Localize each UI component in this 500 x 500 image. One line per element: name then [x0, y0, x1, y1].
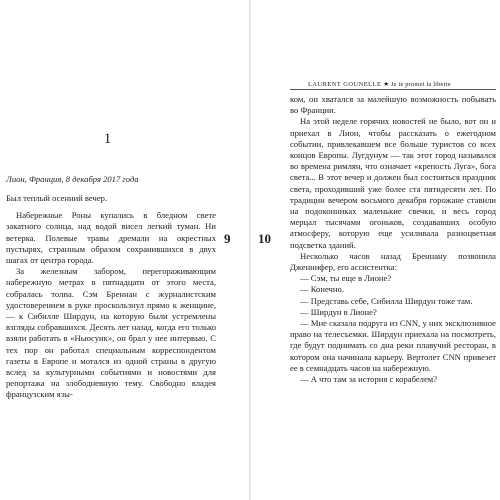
dialogue-line: — Ширдун в Лионе?: [300, 306, 377, 317]
page-number-left: 9: [224, 231, 231, 246]
dialogue-line: — Конечно.: [300, 284, 344, 295]
page-number-right: 10: [258, 231, 271, 246]
dialogue-line: — А что там за история с корабелем?: [300, 374, 438, 385]
right-page-body: [290, 94, 496, 385]
paragraph: За железным забором, перегораживающим набережную метрах в пятнадцати от этого места, собралась толпа. Сэм Бреннан с журналистским удостоверением в руке проскользнул прямо к женщине, — к Сибилле Ширдун, на которую были устремлены взгляды собравшихся. Десять лет назад, когда его только взяли работать в «Ньюсуик», он брал у нее интервью. С тех пор он работал специальным корреспондентом газеты в Европе и мотался из одной страны в другую вслед за культурными событиями и новостями для репортажа на злободневную тему. Свободно владея французским язы-: [6, 266, 216, 400]
dialogue-line: — Мне сказала подруга из CNN, у них эксклюзивное право на телесъемки. Ширдун приехала на посмотреть, где будут поднимать со дна реки плавучий ресторан, в котором она начинала карьеру. Вертолет CNN привезет ее в семнадцать часов на набережную.: [290, 318, 496, 373]
chapter-number: 1: [103, 131, 112, 147]
left-page: [0, 0, 249, 500]
paragraph: Был теплый осенний вечер.: [6, 193, 108, 203]
dialogue-line: — Представь себе, Сибилла Ширдун тоже там.: [300, 295, 473, 306]
paragraph: Несколько часов назад Бреннану позвонила Дженнифер, его ассистентка:: [290, 250, 496, 273]
star-icon: ★: [383, 81, 390, 88]
paragraph: На этой неделе горячих новостей не было, вот он и приехал в Лион, чтобы рассказать о ежегодном событии, привлекавшем все больше туристов со всех концов Европы. Лугдунум — так этот город назывался во времена римлян, что означает «крепость Луга», бога света... В этот вечер и должен был состояться праздник света, проходивший уже более ста пятидесяти лет. По традиции вечером восьмого декабря горожане ставили на подоконниках маленькие свечки, и весь город мерцал тысячами огоньков, создававших особую атмосферу, которую еще усиливала разноцветная подсветка зданий.: [290, 116, 496, 250]
place-date-line: Лион, Франция, 8 декабря 2017 года: [6, 174, 139, 184]
running-head-title: Je te promet la liberte: [390, 81, 451, 88]
running-head-author: LAURENT GOUNELLE: [308, 81, 382, 88]
paragraph: Набережные Роны купались в бледном свете закатного солнца, над водой висел легкий туман. Ни ветерка. Полевые травы дремали на окрестных пустырях, странным образом сохранившихся в двух шагах от центра города.: [6, 210, 216, 266]
dialogue-line: — Сэм, ты еще в Лионе?: [300, 273, 392, 284]
paragraph: ком, он хватался за малейшую возможность побывать во Франции.: [290, 94, 496, 116]
left-page-body: [6, 193, 216, 401]
running-head-rule: [290, 89, 496, 90]
running-head: [308, 80, 451, 88]
